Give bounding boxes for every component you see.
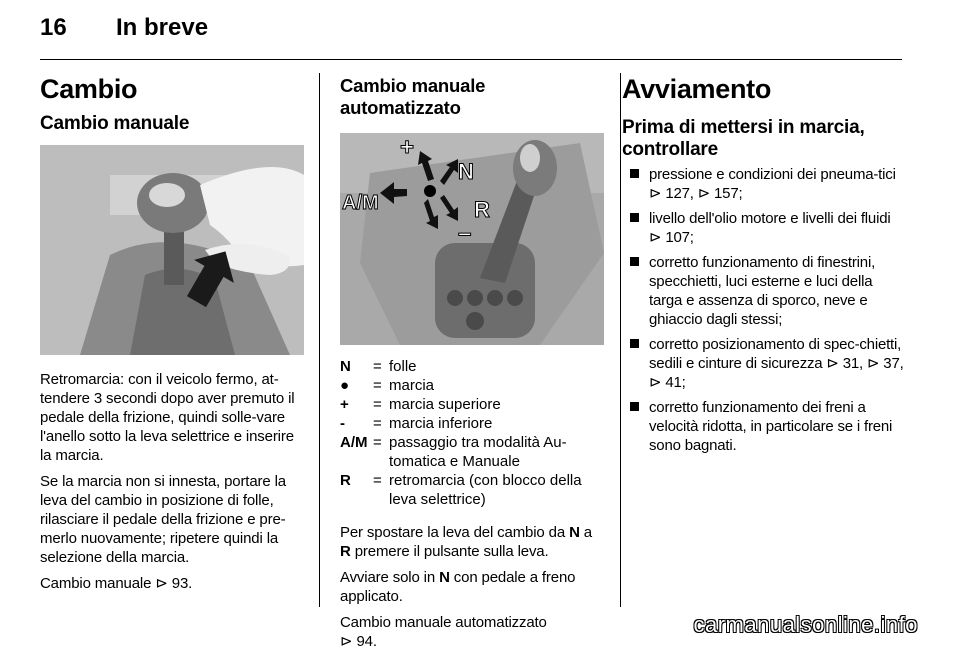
header-rule: [40, 59, 902, 60]
legend-row: [340, 395, 604, 414]
list-item-text: livello dell'olio motore e livelli dei fluidi ⊳ 107;: [649, 210, 891, 246]
page-number: 16: [40, 14, 67, 41]
text-segment: a: [583, 524, 592, 541]
legend-value: folle: [389, 358, 417, 375]
list-item: [622, 398, 904, 455]
section-heading-cambio: Cambio: [40, 74, 138, 104]
list-item-text: pressione e condizioni dei pneuma-tici ⊳ 127, ⊳ 157;: [649, 166, 896, 202]
text-segment: Per spostare la leva del cambio da: [340, 524, 566, 541]
list-item: [622, 209, 904, 247]
legend-value: passaggio tra modalità Au-tomatica e Manuale: [389, 434, 567, 470]
subheading-cambio-manuale: Cambio manuale: [40, 113, 190, 134]
legend-row: [340, 414, 604, 433]
bullet-icon: [630, 339, 639, 348]
paragraph-shift-n-r: [340, 523, 604, 561]
paragraph-gear-engage: Se la marcia non si innesta, portare la leva del cambio in posizione di folle, rilasciare il pedale della frizione e pre-merlo nuovamente; ripetere quindi la selezione della marcia.: [40, 473, 286, 566]
bullet-icon: [630, 257, 639, 266]
page-header: [40, 14, 208, 42]
list-item-text: corretto posizionamento di spec-chietti, sedili e cinture di sicurezza ⊳ 31, ⊳ 37, ⊳ 41;: [649, 336, 904, 391]
figure-label-n: N: [458, 159, 474, 184]
list-item-text: corretto funzionamento dei freni a velocità ridotta, in particolare se i freni sono bagnati.: [649, 399, 893, 454]
page-ref-icon: ⊳: [155, 575, 168, 592]
list-item: [622, 165, 904, 203]
legend-key: -: [340, 415, 345, 432]
column-divider-2: [620, 73, 621, 607]
reference-manual: [40, 574, 304, 593]
bullet-icon: [630, 169, 639, 178]
legend-key: ●: [340, 377, 350, 394]
column-starting: [622, 68, 904, 461]
page-ref-icon: ⊳: [340, 633, 353, 650]
reference-page: 94.: [356, 633, 377, 650]
page-title: In breve: [116, 14, 209, 41]
figure-label-plus: +: [400, 134, 415, 161]
legend-eq: =: [373, 415, 382, 432]
text-bold-n: N: [439, 569, 450, 586]
reference-text: Cambio manuale automatizzato: [340, 614, 547, 631]
text-segment: con pedale a freno applicato.: [340, 569, 576, 605]
paragraph-reverse: Retromarcia: con il veicolo fermo, at-tendere 3 secondi dopo aver premuto il pedale della frizione, quindi solle-vare l'anello sotto la leva selettrice e inserire la marcia.: [40, 371, 295, 464]
legend-row: [340, 357, 604, 376]
column-automated-manual: [340, 68, 604, 658]
list-item: [622, 335, 904, 392]
legend-key: A/M: [340, 434, 368, 451]
checklist: [622, 165, 904, 455]
watermark: carmanualsonline.info: [693, 612, 918, 637]
text-segment: Avviare solo in: [340, 569, 436, 586]
legend-key: N: [340, 358, 351, 375]
column-manual-gearbox: [40, 68, 304, 600]
gear-lever-illustration: [40, 145, 304, 355]
shifter-legend: [340, 357, 604, 509]
column-divider-1: [319, 73, 320, 607]
section-heading-avviamento: Avviamento: [622, 74, 772, 104]
legend-row: [340, 433, 604, 471]
legend-value: marcia superiore: [389, 396, 501, 413]
text-bold-n: N: [569, 524, 580, 541]
legend-eq: =: [373, 377, 382, 394]
paragraph-start-n: [340, 568, 604, 606]
legend-eq: =: [373, 396, 382, 413]
automated-shifter-illustration: [340, 133, 604, 345]
legend-value: marcia: [389, 377, 435, 394]
list-item-text: corretto funzionamento di finestrini, specchietti, luci esterne e luci della targa e assenza di sporco, neve e ghiaccio dagli stessi;: [649, 254, 876, 328]
text-bold-r: R: [340, 543, 351, 560]
legend-eq: =: [373, 358, 382, 375]
reference-text: Cambio manuale: [40, 575, 152, 592]
legend-row: [340, 376, 604, 395]
legend-row: [340, 471, 604, 509]
legend-eq: =: [373, 472, 382, 489]
subheading-checklist: Prima di mettersi in marcia, controllare: [622, 117, 865, 160]
figure-label-minus: –: [458, 220, 472, 247]
subheading-automated: Cambio manuale automatizzato: [340, 75, 486, 118]
text-segment: premere il pulsante sulla leva.: [354, 543, 549, 560]
bullet-icon: [630, 213, 639, 222]
bullet-icon: [630, 402, 639, 411]
legend-key: R: [340, 472, 351, 489]
legend-key: +: [340, 396, 349, 413]
legend-value: retromarcia (con blocco della leva selettrice): [389, 472, 582, 508]
figure-label-am: A/M: [342, 192, 379, 214]
reference-page: 93.: [171, 575, 193, 592]
legend-value: marcia inferiore: [389, 415, 493, 432]
legend-eq: =: [373, 434, 382, 451]
figure-label-r: R: [474, 197, 490, 222]
reference-automated: [340, 613, 604, 651]
list-item: [622, 253, 904, 329]
